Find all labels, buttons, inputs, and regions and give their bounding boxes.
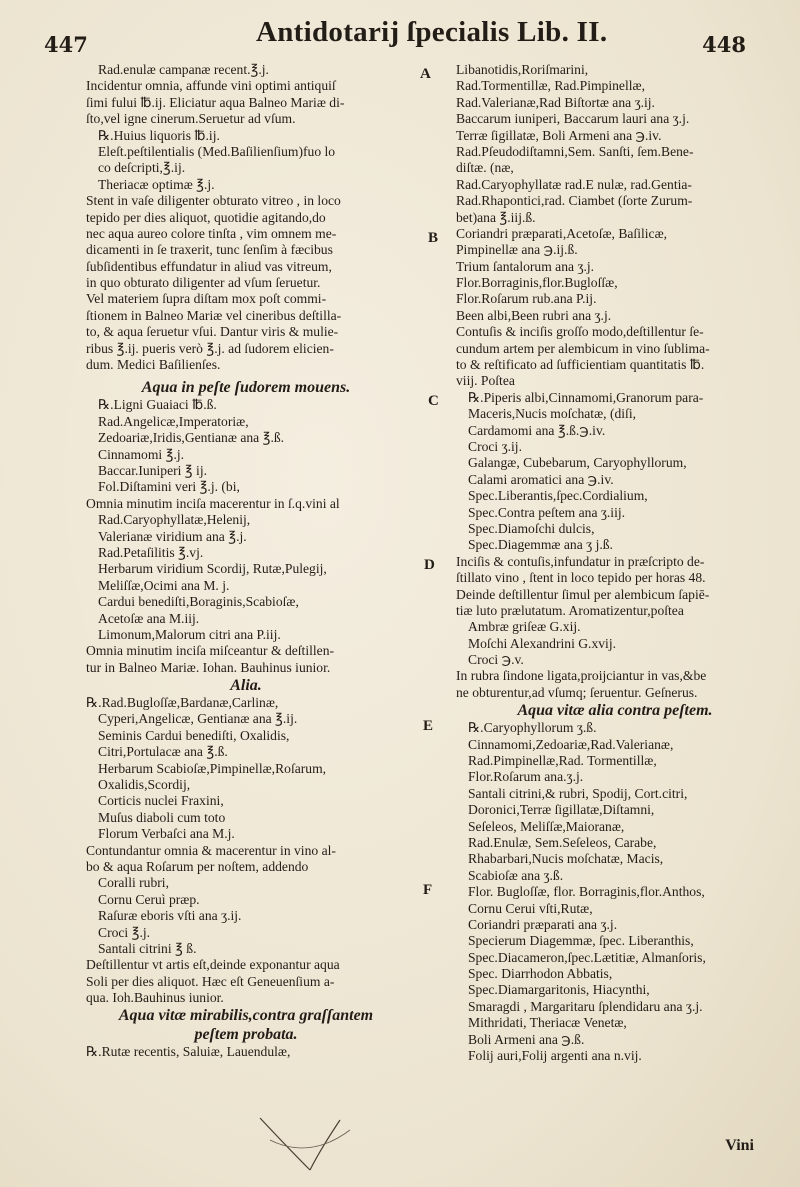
text-line: Theriacæ optimæ ℥.j. (98, 176, 215, 192)
text-line: to, & aqua ſeruetur vſui. Dantur viris & mulie- (86, 324, 339, 340)
text-line: Croci ʒ.ij. (468, 438, 522, 454)
catchword: Vini (725, 1137, 754, 1154)
text-line: Stent in vaſe diligenter obturato vitreo , in loco (86, 193, 341, 209)
text-line: Cardui benediſti,Boraginis,Scabioſæ, (98, 594, 299, 610)
margin-letter-c: C (428, 393, 439, 409)
text-line: Deſtillentur vt artis eſt,deinde exponantur aqua (86, 957, 340, 973)
text-line: ℞.Huius liquoris ℔.ij. (98, 127, 220, 143)
text-line: Rad.Pſeudodiſtamni,Sem. Sanſti, ſem.Bene- (456, 143, 694, 159)
text-line: Flor.Roſarum rub.ana P.ij. (456, 291, 597, 307)
text-line: ℞.Piperis albi,Cinnamomi,Granorum para- (468, 389, 704, 405)
text-line: Zedoariæ,Iridis,Gentianæ ana ℥.ß. (98, 430, 285, 446)
text-line: ſtionem in Balneo Mariæ vel cineribus deſtilla- (86, 307, 342, 323)
text-line: Raſuræ eboris vſti ana ʒ.ij. (98, 908, 242, 924)
text-line: Limonum,Malorum citri ana P.iij. (98, 626, 281, 642)
text-line: Fol.Diſtamini veri ℥.j. (bi, (98, 479, 240, 495)
text-line: Boli Armeni ana ℈.ß. (468, 1031, 585, 1047)
page-header (0, 10, 800, 58)
text-line: bet)ana ℥.iij.ß. (456, 209, 536, 225)
text-line: Seſeleos, Meliſſæ,Maioranæ, (468, 818, 625, 834)
text-line: Soli per dies aliquot. Hæc eſt Geneuenſium a- (86, 973, 335, 989)
text-line: Spec.Liberantis,ſpec.Cordialium, (468, 488, 648, 504)
section-heading: peſtem probata. (194, 1026, 298, 1044)
text-line: Spec.Diacameron,ſpec.Lætitiæ, Almanſoris, (468, 949, 706, 965)
text-line: Terræ ſigillatæ, Boli Armeni ana ℈.iv. (456, 127, 662, 143)
text-line: Mithridati, Theriacæ Venetæ, (468, 1015, 627, 1031)
margin-letter-b: B (428, 230, 439, 246)
section-heading: Alia. (230, 677, 262, 695)
text-line: tepido per dies aliquot, quotidie agitando,do (86, 209, 326, 225)
text-line: diſtæ. (næ, (456, 160, 514, 176)
text-line: Acetoſæ ana M.iij. (98, 610, 200, 626)
text-line: Oxalidis,Scordij, (98, 777, 191, 793)
section-heading: Aqua in peſte ſudorem mouens. (141, 379, 351, 397)
text-line: Contuſis & inciſis groſſo modo,deſtillentur ſe- (456, 324, 704, 340)
page-number-right: 448 (702, 32, 746, 57)
text-line: ℞.Ligni Guaiaci ℔.ß. (98, 397, 217, 413)
text-line: Pimpinellæ ana ℈.ij.ß. (456, 242, 578, 258)
text-line: Inciſis & contuſis,infundatur in præſcripto de- (456, 553, 705, 569)
text-line: viij. Poſtea (456, 373, 515, 389)
text-line: Rad.Tormentillæ, Rad.Pimpinellæ, (456, 78, 645, 94)
text-line: ne obturentur,ad vſumq; ſeruentur. Geſnerus. (456, 684, 698, 700)
text-line: Herbarum viridium Scordij, Rutæ,Pulegij, (98, 561, 327, 577)
text-line: Rad.Enulæ, Sem.Seſeleos, Carabe, (468, 834, 657, 850)
text-line: Spec.Diamargaritonis, Hiacynthi, (468, 982, 650, 998)
right-column (456, 62, 774, 1064)
text-line: Libanotidis,Roriſmarini, (456, 62, 589, 77)
text-line: co deſcripti,℥.ij. (98, 160, 186, 176)
text-line: In rubra ſindone ligata,proijciantur in vas,&be (456, 668, 707, 684)
margin-letter-a: A (420, 66, 431, 82)
text-line: Santali citrini ℥ ß. (98, 940, 197, 956)
text-line: ℞.Rad.Bugloſſæ,Bardanæ,Carlinæ, (86, 695, 279, 711)
text-line: Spec.Diagemmæ ana ʒ j.ß. (468, 537, 613, 553)
text-line: ſtillato vino , ſtent in loco tepido per horas 48. (456, 570, 706, 586)
text-line: Moſchi Alexandrini G.xvij. (468, 635, 617, 651)
text-line: Folij auri,Folij argenti ana n.vij. (468, 1048, 642, 1064)
text-line: Coriandri præparati,Acetoſæ, Baſilicæ, (456, 225, 668, 241)
text-line: Eleſt.peſtilentialis (Med.Baſilienſium)fuo lo (98, 143, 336, 159)
text-line: Trium ſantalorum ana ʒ.j. (456, 258, 595, 274)
text-line: Rad.Caryophyllatæ,Helenij, (98, 512, 251, 528)
text-line: Specierum Diagemmæ, ſpec. Liberanthis, (468, 933, 694, 949)
text-line: Croci ℥.j. (98, 924, 151, 940)
text-line: Rad.Valerianæ,Rad Biſtortæ ana ʒ.ij. (456, 94, 655, 110)
text-line: Doronici,Terræ ſigillatæ,Diſtamni, (468, 802, 655, 818)
text-line: to & reſtificato ad ſufficientiam quantitatis ℔. (456, 357, 705, 373)
text-line: tiæ luto prælutatum. Aromatizentur,poſtea (456, 602, 684, 618)
text-line: Baccarum iuniperi, Baccarum lauri ana ʒ.j. (456, 111, 690, 127)
text-line: Croci ℈.v. (468, 652, 524, 668)
text-line: nec aqua aureo colore tinſta , vim omnem me- (86, 225, 337, 241)
text-line: Rhabarbari,Nucis moſchatæ, Macis, (468, 851, 664, 867)
text-line: Omnia minutim inciſa miſceantur & deſtillen- (86, 643, 335, 659)
left-column (86, 62, 406, 1061)
text-line: Meliſſæ,Ocimi ana M. j. (98, 577, 230, 593)
text-line: Deinde deſtillentur ſimul per alembicum ſapiē- (456, 586, 710, 602)
text-line: ℞.Rutæ recentis, Saluiæ, Lauendulæ, (86, 1044, 291, 1060)
text-line: Rad.Pimpinellæ,Rad. Tormentillæ, (468, 753, 657, 769)
text-line: Rad.Angelicæ,Imperatoriæ, (98, 413, 249, 429)
text-line: Valerianæ viridium ana ℥.j. (98, 528, 247, 544)
text-line: in quo obturato diligenter ad vſum ſeruetur. (86, 275, 321, 291)
text-line: Vel materiem ſupra diſtam mox poſt commi- (86, 291, 327, 307)
section-heading: Aqua vitæ alia contra peſtem. (517, 702, 713, 720)
text-line: Rad.Caryophyllatæ rad.E nulæ, rad.Gentia- (456, 176, 692, 192)
text-line: Flor. Bugloſſæ, flor. Borraginis,flor.Anthos, (468, 884, 705, 900)
section-heading: Aqua vitæ mirabilis,contra graſſantem (118, 1007, 374, 1025)
margin-letter-f: F (423, 882, 433, 898)
text-line: ribus ℥.ij. pueris verò ℥.j. ad ſudorem elicien- (86, 340, 334, 356)
margin-letter-e: E (423, 718, 434, 734)
text-line: Cornu Cerui vſti,Rutæ, (468, 900, 593, 916)
text-line: ℞.Caryophyllorum ʒ.ß. (468, 720, 597, 736)
text-line: bo & aqua Roſarum per noſtem, addendo (86, 858, 309, 874)
text-line: Cinnamomi ℥.j. (98, 446, 185, 462)
text-line: Smaragdi , Margaritaru ſplendidaru ana ʒ.j. (468, 998, 703, 1014)
text-line: Flor.Borraginis,flor.Bugloſſæ, (456, 275, 618, 291)
text-line: Cardamomi ana ℥.ß.℈.iv. (468, 422, 606, 438)
text-line: dicamenti in ſe traxerit, tunc ſenſim à fæcibus (86, 242, 333, 258)
text-line: Florum Verbaſci ana M.j. (98, 826, 235, 842)
text-line: cundum artem per alembicum in vino ſublima- (456, 340, 710, 356)
text-line: Corticis nuclei Fraxini, (98, 793, 224, 809)
text-line: ſubſidentibus effundatur in aliud vas vitreum, (86, 258, 332, 274)
text-line: Cinnamomi,Zedoariæ,Rad.Valerianæ, (468, 736, 674, 752)
text-line: Spec.Diamoſchi dulcis, (468, 520, 595, 536)
text-line: Spec. Diarrhodon Abbatis, (468, 966, 613, 982)
text-line: Galangæ, Cubebarum, Caryophyllorum, (468, 455, 687, 471)
text-line: ſimi fului ℔.ij. Eliciatur aqua Balneo Mariæ di- (86, 94, 345, 110)
margin-letter-d: D (424, 557, 435, 573)
text-line: Santali citrini,& rubri, Spodij, Cort.citri, (468, 785, 688, 801)
text-line: Maceris,Nucis moſchatæ, (diſi, (468, 406, 636, 422)
text-line: Rad.enulæ campanæ recent.℥.j. (98, 62, 269, 77)
text-line: Ambræ griſeæ G.xij. (468, 619, 581, 635)
text-line: Rad.Rhapontici,rad. Ciambet (ſorte Zurum- (456, 193, 693, 209)
page-number-left: 447 (44, 32, 88, 57)
text-line: Baccar.Iuniperi ℥ ij. (98, 462, 208, 478)
text-line: dum. Medici Baſilienſes. (86, 357, 221, 373)
text-line: Muſus diaboli cum toto (98, 809, 226, 825)
text-line: Coralli rubri, (98, 875, 169, 891)
text-line: Contundantur omnia & macerentur in vino al- (86, 842, 336, 858)
text-line: Coriandri præparati ana ʒ.j. (468, 916, 618, 932)
text-line: Cyperi,Angelicæ, Gentianæ ana ℥.ij. (98, 711, 298, 727)
text-line: Incidentur omnia, affunde vini optimi antiquiſ (86, 78, 336, 94)
printer-flourish (250, 1110, 370, 1180)
text-line: Spec.Contra peſtem ana ʒ.iij. (468, 504, 626, 520)
text-line: ſto,vel igne cinerum.Seruetur ad vſum. (86, 111, 296, 127)
text-line: Rad.Petaſilitis ℥.vj. (98, 544, 204, 560)
running-title: Antidotarij ſpecialis Lib. II. (256, 16, 608, 48)
text-line: Cornu Ceruì præp. (98, 891, 200, 907)
text-line: Seminis Cardui benediſti, Oxalidis, (98, 727, 290, 743)
text-line: Citri,Portulacæ ana ℥.ß. (98, 744, 228, 760)
text-line: Flor.Roſarum ana.ʒ.j. (468, 769, 584, 785)
text-line: qua. Ioh.Bauhinus iunior. (86, 990, 224, 1006)
text-line: Herbarum Scabioſæ,Pimpinellæ,Roſarum, (98, 760, 327, 776)
text-line: Been albi,Been rubri ana ʒ.j. (456, 307, 612, 323)
text-line: Scabioſæ ana ʒ.ß. (468, 867, 564, 883)
text-line: tur in Balneo Mariæ. Iohan. Bauhinus iunior. (86, 659, 331, 675)
text-line: Calami aromatici ana ℈.iv. (468, 471, 614, 487)
text-line: Omnia minutim inciſa macerentur in ſ.q.vini al (86, 495, 340, 511)
